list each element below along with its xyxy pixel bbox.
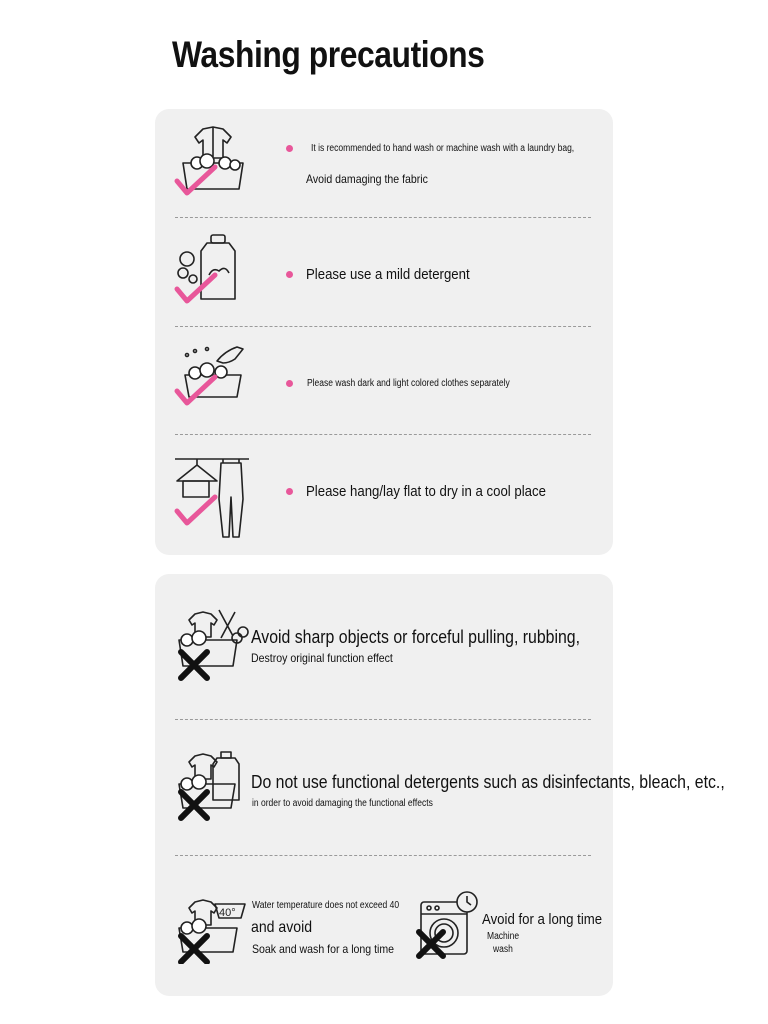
bullet-dot	[286, 271, 293, 278]
care-text: Please wash dark and light colored clothes separately	[307, 378, 510, 389]
hand-washing-basin-icon	[173, 343, 253, 423]
temperature-label: 40°	[219, 907, 236, 919]
bullet-dot	[286, 380, 293, 387]
divider	[175, 855, 591, 856]
avoid-text: Do not use functional detergents such as disinfectants, bleach, etc.,	[251, 772, 725, 792]
care-text: It is recommended to hand wash or machine wash with a laundry bag,	[311, 143, 575, 154]
hanging-clothes-icon	[173, 453, 253, 543]
avoid-text: and avoid	[251, 919, 313, 936]
care-text: Please hang/lay flat to dry in a cool place	[306, 483, 546, 500]
hot-water-basin-icon	[173, 894, 253, 964]
avoid-subtext: Destroy original function effect	[251, 651, 393, 665]
avoid-subtext: Machine	[487, 931, 520, 942]
bullet-dot	[286, 145, 293, 152]
detergent-bottle-icon	[173, 233, 253, 313]
avoid-subtext: wash	[493, 944, 513, 955]
divider	[175, 217, 591, 218]
avoid-care-panel	[155, 574, 725, 996]
bullet-dot	[286, 488, 293, 495]
avoid-subtext: in order to avoid damaging the functional effects	[252, 798, 433, 809]
avoid-text: Avoid sharp objects or forceful pulling, rubbing,	[251, 627, 581, 647]
scissors-shirt-icon	[173, 606, 253, 681]
care-text: Please use a mild detergent	[306, 266, 470, 283]
washing-machine-icon	[413, 890, 483, 960]
recommended-care-panel	[155, 109, 613, 555]
divider	[175, 326, 591, 327]
divider	[175, 719, 591, 720]
avoid-text: Avoid for a long time	[482, 911, 603, 928]
avoid-subtext: Soak and wash for a long time	[252, 942, 395, 956]
divider	[175, 434, 591, 435]
page-title: Washing precautions	[172, 34, 485, 75]
care-subtext: Avoid damaging the fabric	[306, 172, 428, 186]
shirt-in-basin-icon	[173, 123, 253, 203]
bleach-bottle-icon	[173, 748, 253, 823]
avoid-text: Water temperature does not exceed 40	[252, 900, 400, 911]
